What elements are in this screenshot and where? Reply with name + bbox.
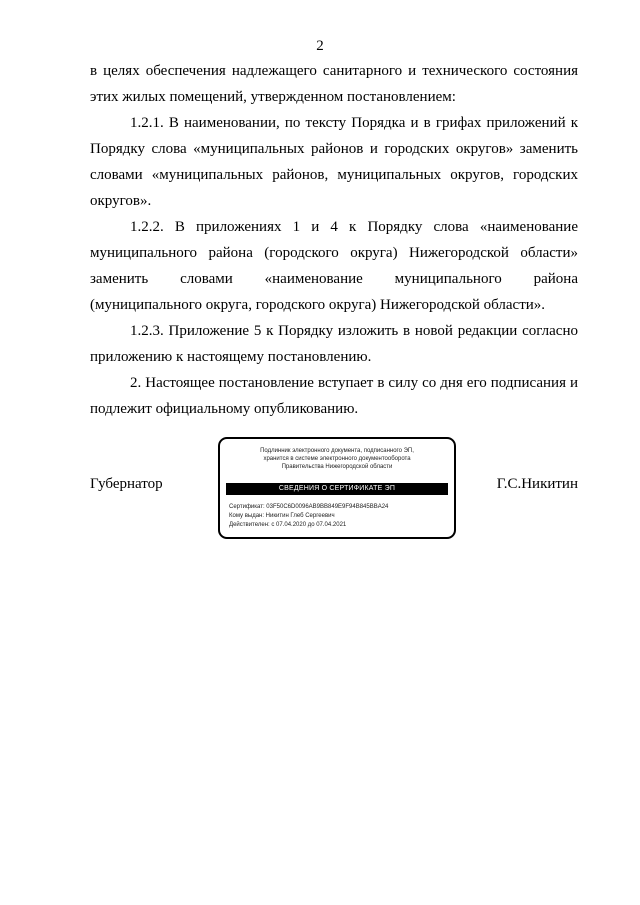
electronic-signature-stamp xyxy=(218,437,456,539)
stamp-notice-line: хранится в системе электронного документооборота xyxy=(263,456,411,462)
signer-name: Г.С.Никитин xyxy=(496,476,578,492)
stamp-notice xyxy=(226,447,448,471)
stamp-details xyxy=(229,503,448,530)
stamp-notice-line: Подлинник электронного документа, подписанного ЭП, xyxy=(260,448,414,454)
stamp-heading: СВЕДЕНИЯ О СЕРТИФИКАТЕ ЭП xyxy=(226,483,448,495)
stamp-certificate: Сертификат: 03F50C6D0096AB9BB849E9F94B845BBA24 xyxy=(229,504,389,510)
paragraph-continuation: в целях обеспечения надлежащего санитарного и технического состояния этих жилых помещений, утвержденном постановлением: xyxy=(90,63,578,105)
paragraph-2: 2. Настоящее постановление вступает в силу со дня его подписания и подлежит официальному опубликованию. xyxy=(90,375,578,417)
paragraph-1-2-2: 1.2.2. В приложениях 1 и 4 к Порядку слова «наименование муниципального района (городского округа) Нижегородской области» заменить словами «наименование муниципального района (муниципального округа, городского округа) Нижегородской области». xyxy=(90,219,578,313)
stamp-notice-line: Правительства Нижегородской области xyxy=(281,464,393,470)
page-number: 2 xyxy=(316,38,324,54)
stamp-issued-to: Кому выдан: Никитин Глеб Сергеевич xyxy=(229,513,335,519)
signer-title: Губернатор xyxy=(90,476,163,492)
paragraph-1-2-1: 1.2.1. В наименовании, по тексту Порядка и в грифах приложений к Порядку слова «муниципальных районов и городских округов» заменить словами «муниципальных районов, муниципальных округов, городских округов». xyxy=(90,115,578,209)
paragraph-1-2-3: 1.2.3. Приложение 5 к Порядку изложить в новой редакции согласно приложению к настоящему постановлению. xyxy=(90,323,578,365)
stamp-validity: Действителен: с 07.04.2020 до 07.04.2021 xyxy=(229,522,347,528)
